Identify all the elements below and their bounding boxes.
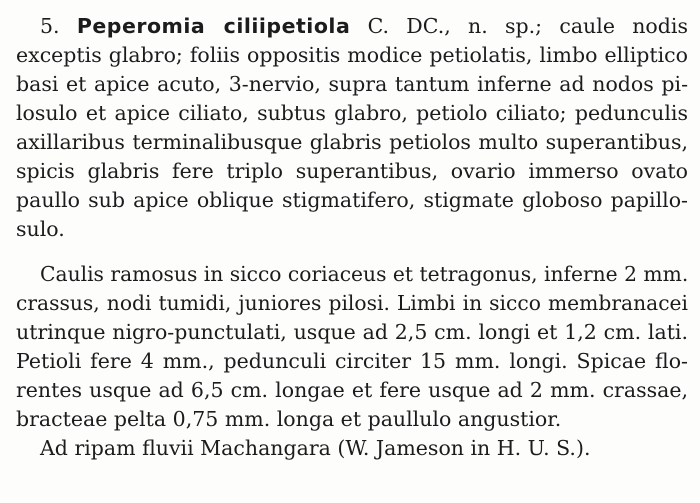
- description-line: paullo sub apice oblique stigmatifero, stigmate globoso papillo-: [16, 188, 688, 212]
- remarks-line: Petioli fere 4 mm., pedunculi circiter 15 mm. longi. Spicae flo-: [16, 349, 688, 373]
- description-line: spicis glabris fere triplo superantibus, ovario immerso ovato: [16, 159, 688, 183]
- species-heading-line: [40, 11, 688, 41]
- remarks-line: Caulis ramosus in sicco coriaceus et tetragonus, inferne 2 mm.: [40, 262, 689, 286]
- remarks-line: rentes usque ad 6,5 cm. longae et fere usque ad 2 mm. crassae,: [16, 378, 688, 402]
- description-line: sulo.: [16, 217, 65, 241]
- locality-line: Ad ripam fluvii Machangara (W. Jameson in H. U. S.).: [40, 436, 591, 460]
- entry-number: 5.: [40, 14, 60, 38]
- remarks-line: bracteae pelta 0,75 mm. longa et paullulo angustior.: [16, 407, 562, 431]
- remarks-line: crassus, nodi tumidi, juniores pilosi. Limbi in sicco membranacei: [16, 291, 688, 315]
- remarks-line: utrinque nigro-punctulati, usque ad 2,5 cm. longi et 1,2 cm. lati.: [16, 320, 688, 344]
- description-line: losulo et apice ciliato, subtus glabro, petiolo ciliato; pedunculis: [16, 101, 688, 125]
- species-authority: C. DC., n. sp.; caule nodis: [367, 14, 688, 38]
- description-line: basi et apice acuto, 3-nervio, supra tantum inferne ad nodos pi-: [16, 72, 688, 96]
- species-name: Peperomia ciliipetiola: [76, 14, 351, 38]
- description-line: exceptis glabro; foliis oppositis modice petiolatis, limbo elliptico: [16, 43, 688, 67]
- description-line: axillaribus terminalibusque glabris petiolos multo superantibus,: [16, 130, 688, 154]
